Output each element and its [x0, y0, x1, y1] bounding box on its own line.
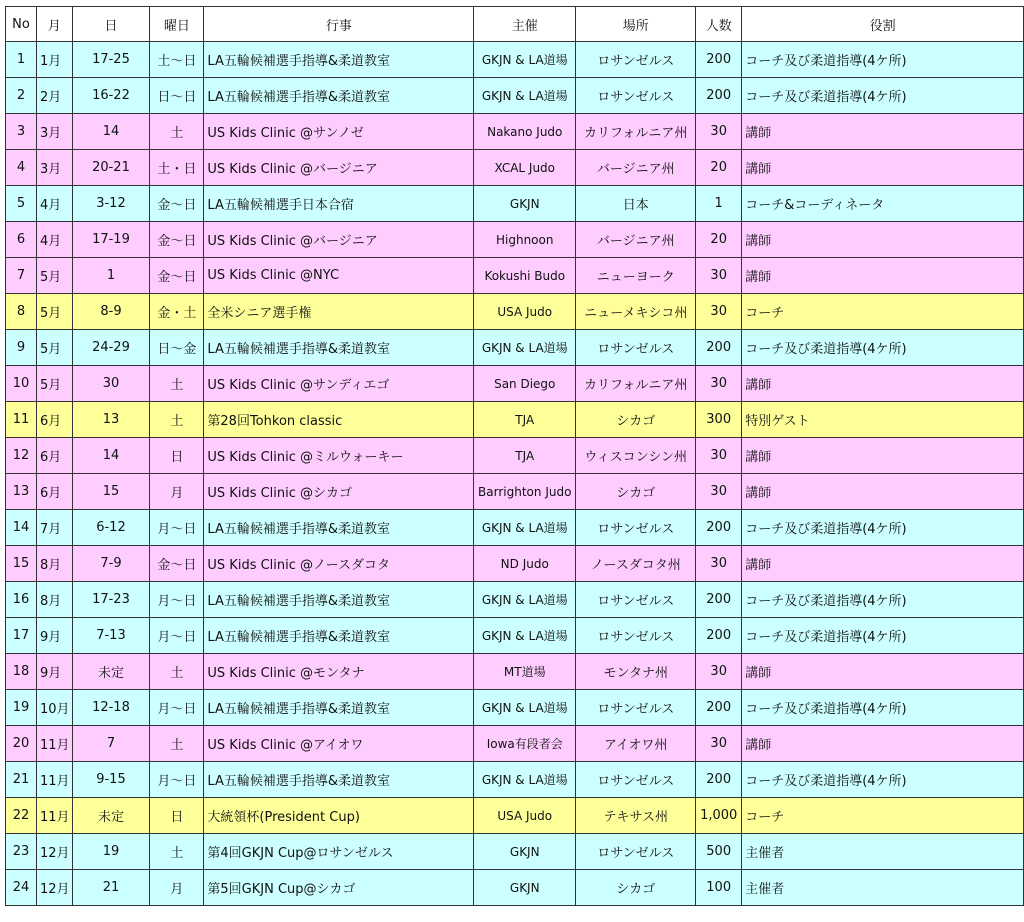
- cell-attendees: 500: [696, 834, 742, 870]
- cell-attendees: 30: [696, 654, 742, 690]
- header-row: [6, 7, 1024, 42]
- cell-organizer: Nakano Judo: [474, 114, 576, 150]
- cell-organizer: MT道場: [474, 654, 576, 690]
- table-row: [6, 294, 1024, 330]
- table-body: [6, 42, 1024, 906]
- cell-month: 5月: [36, 258, 72, 294]
- table-row: [6, 726, 1024, 762]
- cell-no: 1: [6, 42, 37, 78]
- cell-weekday: 月〜日: [150, 618, 204, 654]
- schedule-table-container: [5, 6, 1024, 906]
- cell-weekday: 金〜日: [150, 186, 204, 222]
- cell-organizer: GKJN & LA道場: [474, 762, 576, 798]
- header-month: 月: [36, 7, 72, 42]
- cell-day: 8-9: [72, 294, 150, 330]
- cell-no: 12: [6, 438, 37, 474]
- cell-no: 9: [6, 330, 37, 366]
- table-row: [6, 834, 1024, 870]
- cell-weekday: 日: [150, 438, 204, 474]
- cell-organizer: GKJN: [474, 870, 576, 906]
- cell-month: 11月: [36, 798, 72, 834]
- cell-month: 8月: [36, 582, 72, 618]
- cell-event: 第28回Tohkon classic: [204, 402, 474, 438]
- cell-month: 11月: [36, 726, 72, 762]
- cell-no: 2: [6, 78, 37, 114]
- cell-event: LA五輪候補選手指導&柔道教室: [204, 618, 474, 654]
- cell-attendees: 20: [696, 222, 742, 258]
- cell-event: US Kids Clinic @モンタナ: [204, 654, 474, 690]
- cell-location: ロサンゼルス: [576, 582, 696, 618]
- cell-event: LA五輪候補選手指導&柔道教室: [204, 582, 474, 618]
- cell-role: コーチ及び柔道指導(4ケ所): [742, 42, 1024, 78]
- cell-day: 13: [72, 402, 150, 438]
- cell-role: コーチ: [742, 294, 1024, 330]
- cell-location: ロサンゼルス: [576, 42, 696, 78]
- cell-month: 12月: [36, 870, 72, 906]
- cell-day: 17-25: [72, 42, 150, 78]
- cell-attendees: 200: [696, 330, 742, 366]
- cell-organizer: USA Judo: [474, 798, 576, 834]
- cell-no: 19: [6, 690, 37, 726]
- cell-role: 講師: [742, 222, 1024, 258]
- cell-role: コーチ及び柔道指導(4ケ所): [742, 618, 1024, 654]
- cell-month: 6月: [36, 474, 72, 510]
- cell-attendees: 30: [696, 438, 742, 474]
- cell-no: 17: [6, 618, 37, 654]
- cell-event: LA五輪候補選手指導&柔道教室: [204, 510, 474, 546]
- cell-no: 20: [6, 726, 37, 762]
- cell-organizer: TJA: [474, 438, 576, 474]
- cell-day: 未定: [72, 798, 150, 834]
- cell-weekday: 土: [150, 726, 204, 762]
- cell-attendees: 200: [696, 762, 742, 798]
- cell-month: 2月: [36, 78, 72, 114]
- cell-no: 16: [6, 582, 37, 618]
- header-day: 日: [72, 7, 150, 42]
- table-row: [6, 618, 1024, 654]
- cell-day: 1: [72, 258, 150, 294]
- cell-weekday: 月〜日: [150, 762, 204, 798]
- cell-weekday: 月: [150, 474, 204, 510]
- table-row: [6, 222, 1024, 258]
- cell-no: 23: [6, 834, 37, 870]
- cell-no: 11: [6, 402, 37, 438]
- table-row: [6, 690, 1024, 726]
- cell-location: カリフォルニア州: [576, 114, 696, 150]
- cell-day: 15: [72, 474, 150, 510]
- cell-organizer: USA Judo: [474, 294, 576, 330]
- cell-location: アイオワ州: [576, 726, 696, 762]
- cell-weekday: 月〜日: [150, 510, 204, 546]
- cell-event: US Kids Clinic @ミルウォーキー: [204, 438, 474, 474]
- cell-day: 17-23: [72, 582, 150, 618]
- cell-event: US Kids Clinic @バージニア: [204, 150, 474, 186]
- table-row: [6, 186, 1024, 222]
- cell-location: ロサンゼルス: [576, 330, 696, 366]
- cell-event: LA五輪候補選手指導&柔道教室: [204, 330, 474, 366]
- cell-role: 特別ゲスト: [742, 402, 1024, 438]
- cell-day: 14: [72, 438, 150, 474]
- cell-day: 7-13: [72, 618, 150, 654]
- cell-location: ロサンゼルス: [576, 690, 696, 726]
- cell-event: 第5回GKJN Cup@シカゴ: [204, 870, 474, 906]
- cell-month: 8月: [36, 546, 72, 582]
- cell-organizer: GKJN & LA道場: [474, 42, 576, 78]
- cell-weekday: 日: [150, 798, 204, 834]
- table-row: [6, 366, 1024, 402]
- table-row: [6, 438, 1024, 474]
- cell-event: US Kids Clinic @バージニア: [204, 222, 474, 258]
- cell-role: 講師: [742, 546, 1024, 582]
- cell-location: ロサンゼルス: [576, 510, 696, 546]
- cell-location: シカゴ: [576, 870, 696, 906]
- cell-role: 主催者: [742, 834, 1024, 870]
- cell-role: 講師: [742, 654, 1024, 690]
- cell-role: コーチ&コーディネータ: [742, 186, 1024, 222]
- cell-weekday: 土: [150, 114, 204, 150]
- cell-location: ロサンゼルス: [576, 762, 696, 798]
- cell-organizer: GKJN & LA道場: [474, 618, 576, 654]
- cell-month: 12月: [36, 834, 72, 870]
- cell-day: 16-22: [72, 78, 150, 114]
- cell-location: 日本: [576, 186, 696, 222]
- cell-organizer: GKJN: [474, 186, 576, 222]
- cell-location: テキサス州: [576, 798, 696, 834]
- header-organizer: 主催: [474, 7, 576, 42]
- cell-day: 30: [72, 366, 150, 402]
- cell-event: LA五輪候補選手指導&柔道教室: [204, 42, 474, 78]
- cell-attendees: 300: [696, 402, 742, 438]
- header-event: 行事: [204, 7, 474, 42]
- cell-no: 21: [6, 762, 37, 798]
- cell-organizer: TJA: [474, 402, 576, 438]
- cell-day: 19: [72, 834, 150, 870]
- cell-weekday: 金〜日: [150, 546, 204, 582]
- cell-month: 7月: [36, 510, 72, 546]
- cell-attendees: 30: [696, 366, 742, 402]
- cell-attendees: 100: [696, 870, 742, 906]
- cell-weekday: 土〜日: [150, 42, 204, 78]
- cell-location: モンタナ州: [576, 654, 696, 690]
- cell-organizer: GKJN & LA道場: [474, 330, 576, 366]
- cell-month: 9月: [36, 618, 72, 654]
- cell-no: 18: [6, 654, 37, 690]
- cell-attendees: 200: [696, 78, 742, 114]
- cell-event: LA五輪候補選手指導&柔道教室: [204, 690, 474, 726]
- cell-day: 7: [72, 726, 150, 762]
- table-row: [6, 42, 1024, 78]
- header-attendees: 人数: [696, 7, 742, 42]
- cell-organizer: Kokushi Budo: [474, 258, 576, 294]
- cell-no: 3: [6, 114, 37, 150]
- cell-role: 講師: [742, 150, 1024, 186]
- schedule-table: [5, 6, 1024, 906]
- cell-event: LA五輪候補選手日本合宿: [204, 186, 474, 222]
- cell-organizer: San Diego: [474, 366, 576, 402]
- cell-weekday: 月: [150, 870, 204, 906]
- cell-weekday: 土: [150, 654, 204, 690]
- cell-attendees: 20: [696, 150, 742, 186]
- cell-role: 講師: [742, 474, 1024, 510]
- cell-organizer: Iowa有段者会: [474, 726, 576, 762]
- cell-role: 講師: [742, 366, 1024, 402]
- cell-month: 10月: [36, 690, 72, 726]
- cell-organizer: GKJN & LA道場: [474, 690, 576, 726]
- cell-attendees: 200: [696, 510, 742, 546]
- cell-role: コーチ: [742, 798, 1024, 834]
- cell-organizer: GKJN & LA道場: [474, 582, 576, 618]
- cell-location: ニューヨーク: [576, 258, 696, 294]
- cell-location: シカゴ: [576, 402, 696, 438]
- cell-attendees: 200: [696, 42, 742, 78]
- cell-event: 全米シニア選手権: [204, 294, 474, 330]
- cell-month: 9月: [36, 654, 72, 690]
- cell-weekday: 土・日: [150, 150, 204, 186]
- table-row: [6, 510, 1024, 546]
- cell-location: シカゴ: [576, 474, 696, 510]
- table-row: [6, 114, 1024, 150]
- cell-attendees: 200: [696, 582, 742, 618]
- cell-no: 8: [6, 294, 37, 330]
- table-row: [6, 402, 1024, 438]
- cell-day: 7-9: [72, 546, 150, 582]
- table-row: [6, 798, 1024, 834]
- cell-weekday: 金〜日: [150, 258, 204, 294]
- cell-no: 7: [6, 258, 37, 294]
- cell-no: 22: [6, 798, 37, 834]
- cell-event: LA五輪候補選手指導&柔道教室: [204, 762, 474, 798]
- cell-organizer: XCAL Judo: [474, 150, 576, 186]
- cell-month: 6月: [36, 438, 72, 474]
- cell-weekday: 金・土: [150, 294, 204, 330]
- table-row: [6, 150, 1024, 186]
- cell-attendees: 30: [696, 294, 742, 330]
- table-row: [6, 654, 1024, 690]
- header-role: 役割: [742, 7, 1024, 42]
- cell-role: 講師: [742, 114, 1024, 150]
- cell-month: 11月: [36, 762, 72, 798]
- cell-day: 20-21: [72, 150, 150, 186]
- cell-attendees: 200: [696, 618, 742, 654]
- cell-event: LA五輪候補選手指導&柔道教室: [204, 78, 474, 114]
- cell-day: 3-12: [72, 186, 150, 222]
- cell-attendees: 30: [696, 546, 742, 582]
- cell-role: コーチ及び柔道指導(4ケ所): [742, 762, 1024, 798]
- cell-day: 14: [72, 114, 150, 150]
- cell-no: 10: [6, 366, 37, 402]
- cell-location: カリフォルニア州: [576, 366, 696, 402]
- cell-day: 21: [72, 870, 150, 906]
- cell-weekday: 土: [150, 366, 204, 402]
- cell-no: 24: [6, 870, 37, 906]
- cell-no: 15: [6, 546, 37, 582]
- cell-role: コーチ及び柔道指導(4ケ所): [742, 582, 1024, 618]
- cell-day: 6-12: [72, 510, 150, 546]
- cell-no: 6: [6, 222, 37, 258]
- table-row: [6, 474, 1024, 510]
- table-row: [6, 258, 1024, 294]
- cell-attendees: 30: [696, 114, 742, 150]
- cell-weekday: 月〜日: [150, 582, 204, 618]
- cell-event: US Kids Clinic @サンノゼ: [204, 114, 474, 150]
- cell-attendees: 30: [696, 474, 742, 510]
- cell-no: 4: [6, 150, 37, 186]
- cell-role: 講師: [742, 258, 1024, 294]
- cell-role: コーチ及び柔道指導(4ケ所): [742, 330, 1024, 366]
- header-weekday: 曜日: [150, 7, 204, 42]
- cell-location: バージニア州: [576, 150, 696, 186]
- cell-month: 5月: [36, 366, 72, 402]
- cell-role: 講師: [742, 726, 1024, 762]
- table-row: [6, 330, 1024, 366]
- cell-month: 6月: [36, 402, 72, 438]
- table-row: [6, 78, 1024, 114]
- cell-month: 4月: [36, 186, 72, 222]
- cell-month: 5月: [36, 330, 72, 366]
- cell-organizer: Barrighton Judo: [474, 474, 576, 510]
- cell-location: ニューメキシコ州: [576, 294, 696, 330]
- cell-event: US Kids Clinic @シカゴ: [204, 474, 474, 510]
- cell-day: 9-15: [72, 762, 150, 798]
- cell-event: US Kids Clinic @NYC: [204, 258, 474, 294]
- table-row: [6, 762, 1024, 798]
- cell-month: 3月: [36, 114, 72, 150]
- cell-day: 17-19: [72, 222, 150, 258]
- cell-organizer: Highnoon: [474, 222, 576, 258]
- cell-location: ロサンゼルス: [576, 78, 696, 114]
- cell-event: US Kids Clinic @アイオワ: [204, 726, 474, 762]
- cell-attendees: 200: [696, 690, 742, 726]
- cell-weekday: 土: [150, 834, 204, 870]
- cell-attendees: 30: [696, 258, 742, 294]
- table-row: [6, 546, 1024, 582]
- cell-weekday: 月〜日: [150, 690, 204, 726]
- cell-day: 24-29: [72, 330, 150, 366]
- cell-attendees: 1,000: [696, 798, 742, 834]
- cell-location: ノースダコタ州: [576, 546, 696, 582]
- cell-location: ロサンゼルス: [576, 618, 696, 654]
- cell-organizer: ND Judo: [474, 546, 576, 582]
- cell-event: 大統領杯(President Cup): [204, 798, 474, 834]
- cell-day: 12-18: [72, 690, 150, 726]
- cell-weekday: 土: [150, 402, 204, 438]
- cell-event: US Kids Clinic @ノースダコタ: [204, 546, 474, 582]
- cell-event: US Kids Clinic @サンディエゴ: [204, 366, 474, 402]
- cell-weekday: 日〜金: [150, 330, 204, 366]
- cell-location: ロサンゼルス: [576, 834, 696, 870]
- cell-day: 未定: [72, 654, 150, 690]
- table-row: [6, 870, 1024, 906]
- cell-attendees: 1: [696, 186, 742, 222]
- cell-attendees: 30: [696, 726, 742, 762]
- cell-role: コーチ及び柔道指導(4ケ所): [742, 510, 1024, 546]
- cell-organizer: GKJN & LA道場: [474, 78, 576, 114]
- cell-month: 5月: [36, 294, 72, 330]
- cell-weekday: 金〜日: [150, 222, 204, 258]
- table-row: [6, 582, 1024, 618]
- cell-role: コーチ及び柔道指導(4ケ所): [742, 690, 1024, 726]
- header-no: No: [6, 7, 37, 42]
- cell-month: 3月: [36, 150, 72, 186]
- cell-no: 14: [6, 510, 37, 546]
- cell-no: 13: [6, 474, 37, 510]
- cell-month: 1月: [36, 42, 72, 78]
- cell-no: 5: [6, 186, 37, 222]
- cell-location: ウィスコンシン州: [576, 438, 696, 474]
- cell-event: 第4回GKJN Cup@ロサンゼルス: [204, 834, 474, 870]
- cell-role: 講師: [742, 438, 1024, 474]
- cell-organizer: GKJN & LA道場: [474, 510, 576, 546]
- cell-organizer: GKJN: [474, 834, 576, 870]
- cell-role: コーチ及び柔道指導(4ケ所): [742, 78, 1024, 114]
- header-location: 場所: [576, 7, 696, 42]
- cell-location: バージニア州: [576, 222, 696, 258]
- cell-month: 4月: [36, 222, 72, 258]
- cell-weekday: 日〜日: [150, 78, 204, 114]
- cell-role: 主催者: [742, 870, 1024, 906]
